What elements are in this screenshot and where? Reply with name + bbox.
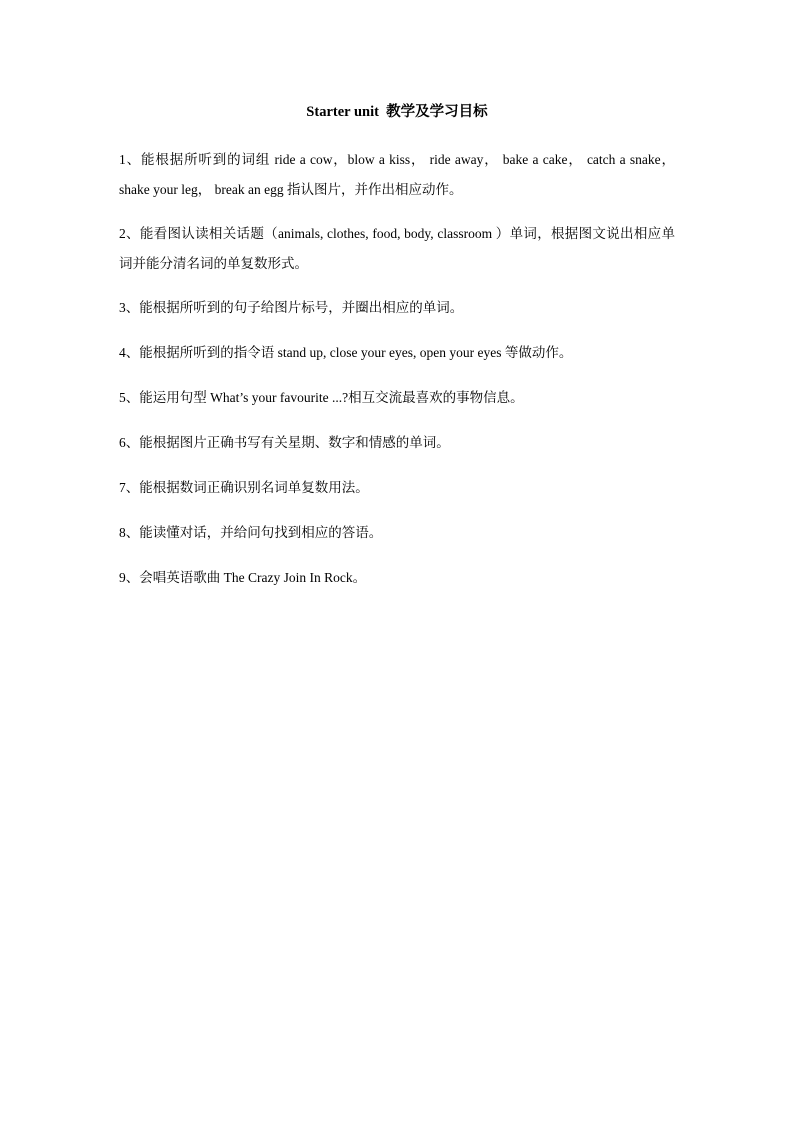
goal-item-7: 7、能根据数词正确识别名词单复数用法。 <box>119 480 369 495</box>
goal-item-3: 3、能根据所听到的句子给图片标号，并圈出相应的单词。 <box>119 300 464 315</box>
goal-item-2: 2、能看图认读相关话题（animals, clothes, food, body, classroom ）单词，根据图文说出相应单词并能分清名词的单复数形式。 <box>119 226 675 271</box>
document-title: Starter unit 教学及学习目标 <box>306 104 488 120</box>
goal-item-8: 8、能读懂对话，并给问句找到相应的答语。 <box>119 525 383 540</box>
goal-item-4: 4、能根据所听到的指令语 stand up, close your eyes, open your eyes 等做动作。 <box>119 345 573 360</box>
goal-item-6: 6、能根据图片正确书写有关星期、数字和情感的单词。 <box>119 435 450 450</box>
learning-goals-list <box>119 145 675 608</box>
goal-item-1: 1、能根据所听到的词组 ride a cow，blow a kiss， ride away， bake a cake， catch a snake， shake your leg， break an egg 指认图片，并作出相应动作。 <box>119 152 675 197</box>
goal-item-5: 5、能运用句型 What’s your favourite ...?相互交流最喜欢的事物信息。 <box>119 390 524 405</box>
goal-item-9: 9、会唱英语歌曲 The Crazy Join In Rock。 <box>119 570 367 585</box>
